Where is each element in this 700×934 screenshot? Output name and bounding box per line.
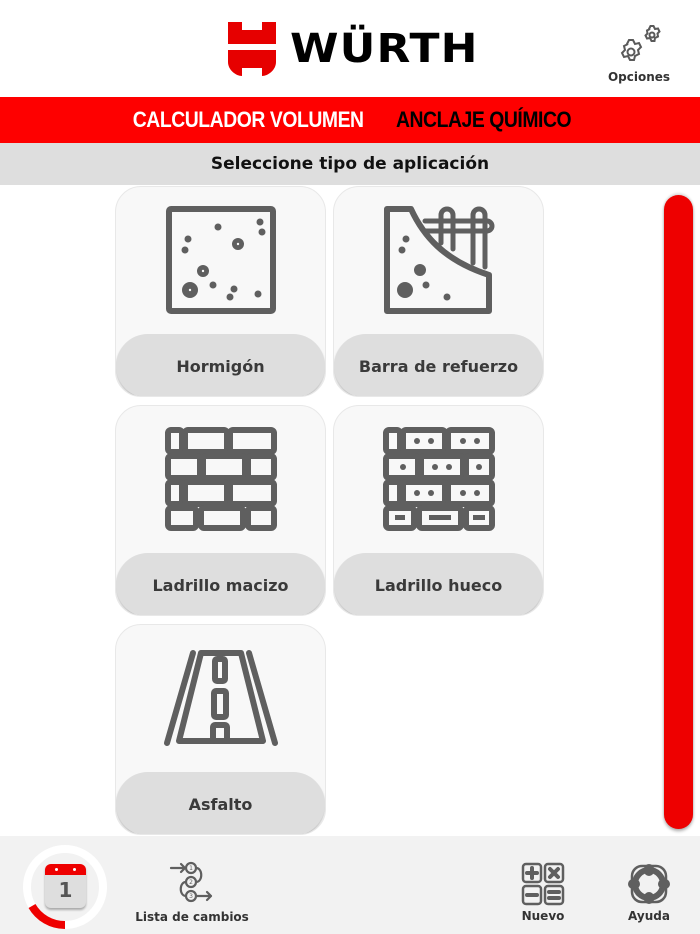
calendar-day: 1 [58,878,73,902]
application-card-asfalto[interactable] [115,624,326,835]
calculator-icon [521,862,565,906]
changelog-icon [169,860,215,910]
bottom-toolbar [0,836,700,934]
application-card-ladrillo-hueco[interactable] [333,405,544,616]
options-button[interactable] [604,22,674,84]
application-label: Barra de refuerzo [334,334,543,397]
calendar-button[interactable] [22,844,108,930]
application-card-barra-refuerzo[interactable] [333,186,544,397]
changelog-button[interactable] [134,860,250,924]
lifebuoy-icon [626,862,672,906]
help-button[interactable] [618,862,680,923]
page-title-part1: CALCULADOR VOLUMEN [132,107,364,132]
application-card-hormigon[interactable] [115,186,326,397]
page-title [0,97,700,143]
changelog-label: Lista de cambios [135,910,249,924]
application-label: Asfalto [116,772,325,835]
application-card-ladrillo-macizo[interactable] [115,405,326,616]
solid-brick-icon [165,427,277,533]
gears-icon [613,22,665,68]
application-label: Ladrillo hueco [334,553,543,616]
new-label: Nuevo [521,909,565,923]
svg-text:1: 1 [189,865,193,872]
svg-text:2: 2 [189,879,193,886]
calendar-icon [45,864,86,908]
wurth-logo [228,22,479,76]
help-label: Ayuda [628,909,670,923]
wurth-logo-mark-icon [228,22,276,76]
section-subtitle: Seleccione tipo de aplicación [0,143,700,185]
page-title-part2: ANCLAJE QUÍMICO [396,107,572,132]
application-label: Ladrillo macizo [116,553,325,616]
asphalt-road-icon [163,649,279,749]
new-button[interactable] [512,862,574,923]
options-label: Opciones [607,70,671,84]
hollow-brick-icon [383,427,495,533]
rebar-icon [383,205,495,317]
concrete-icon [165,205,277,317]
brand-name: WÜRTH [290,26,479,72]
header [0,0,700,97]
scrollbar-thumb[interactable] [664,195,693,829]
application-label: Hormigón [116,334,325,397]
svg-text:3: 3 [189,893,193,900]
